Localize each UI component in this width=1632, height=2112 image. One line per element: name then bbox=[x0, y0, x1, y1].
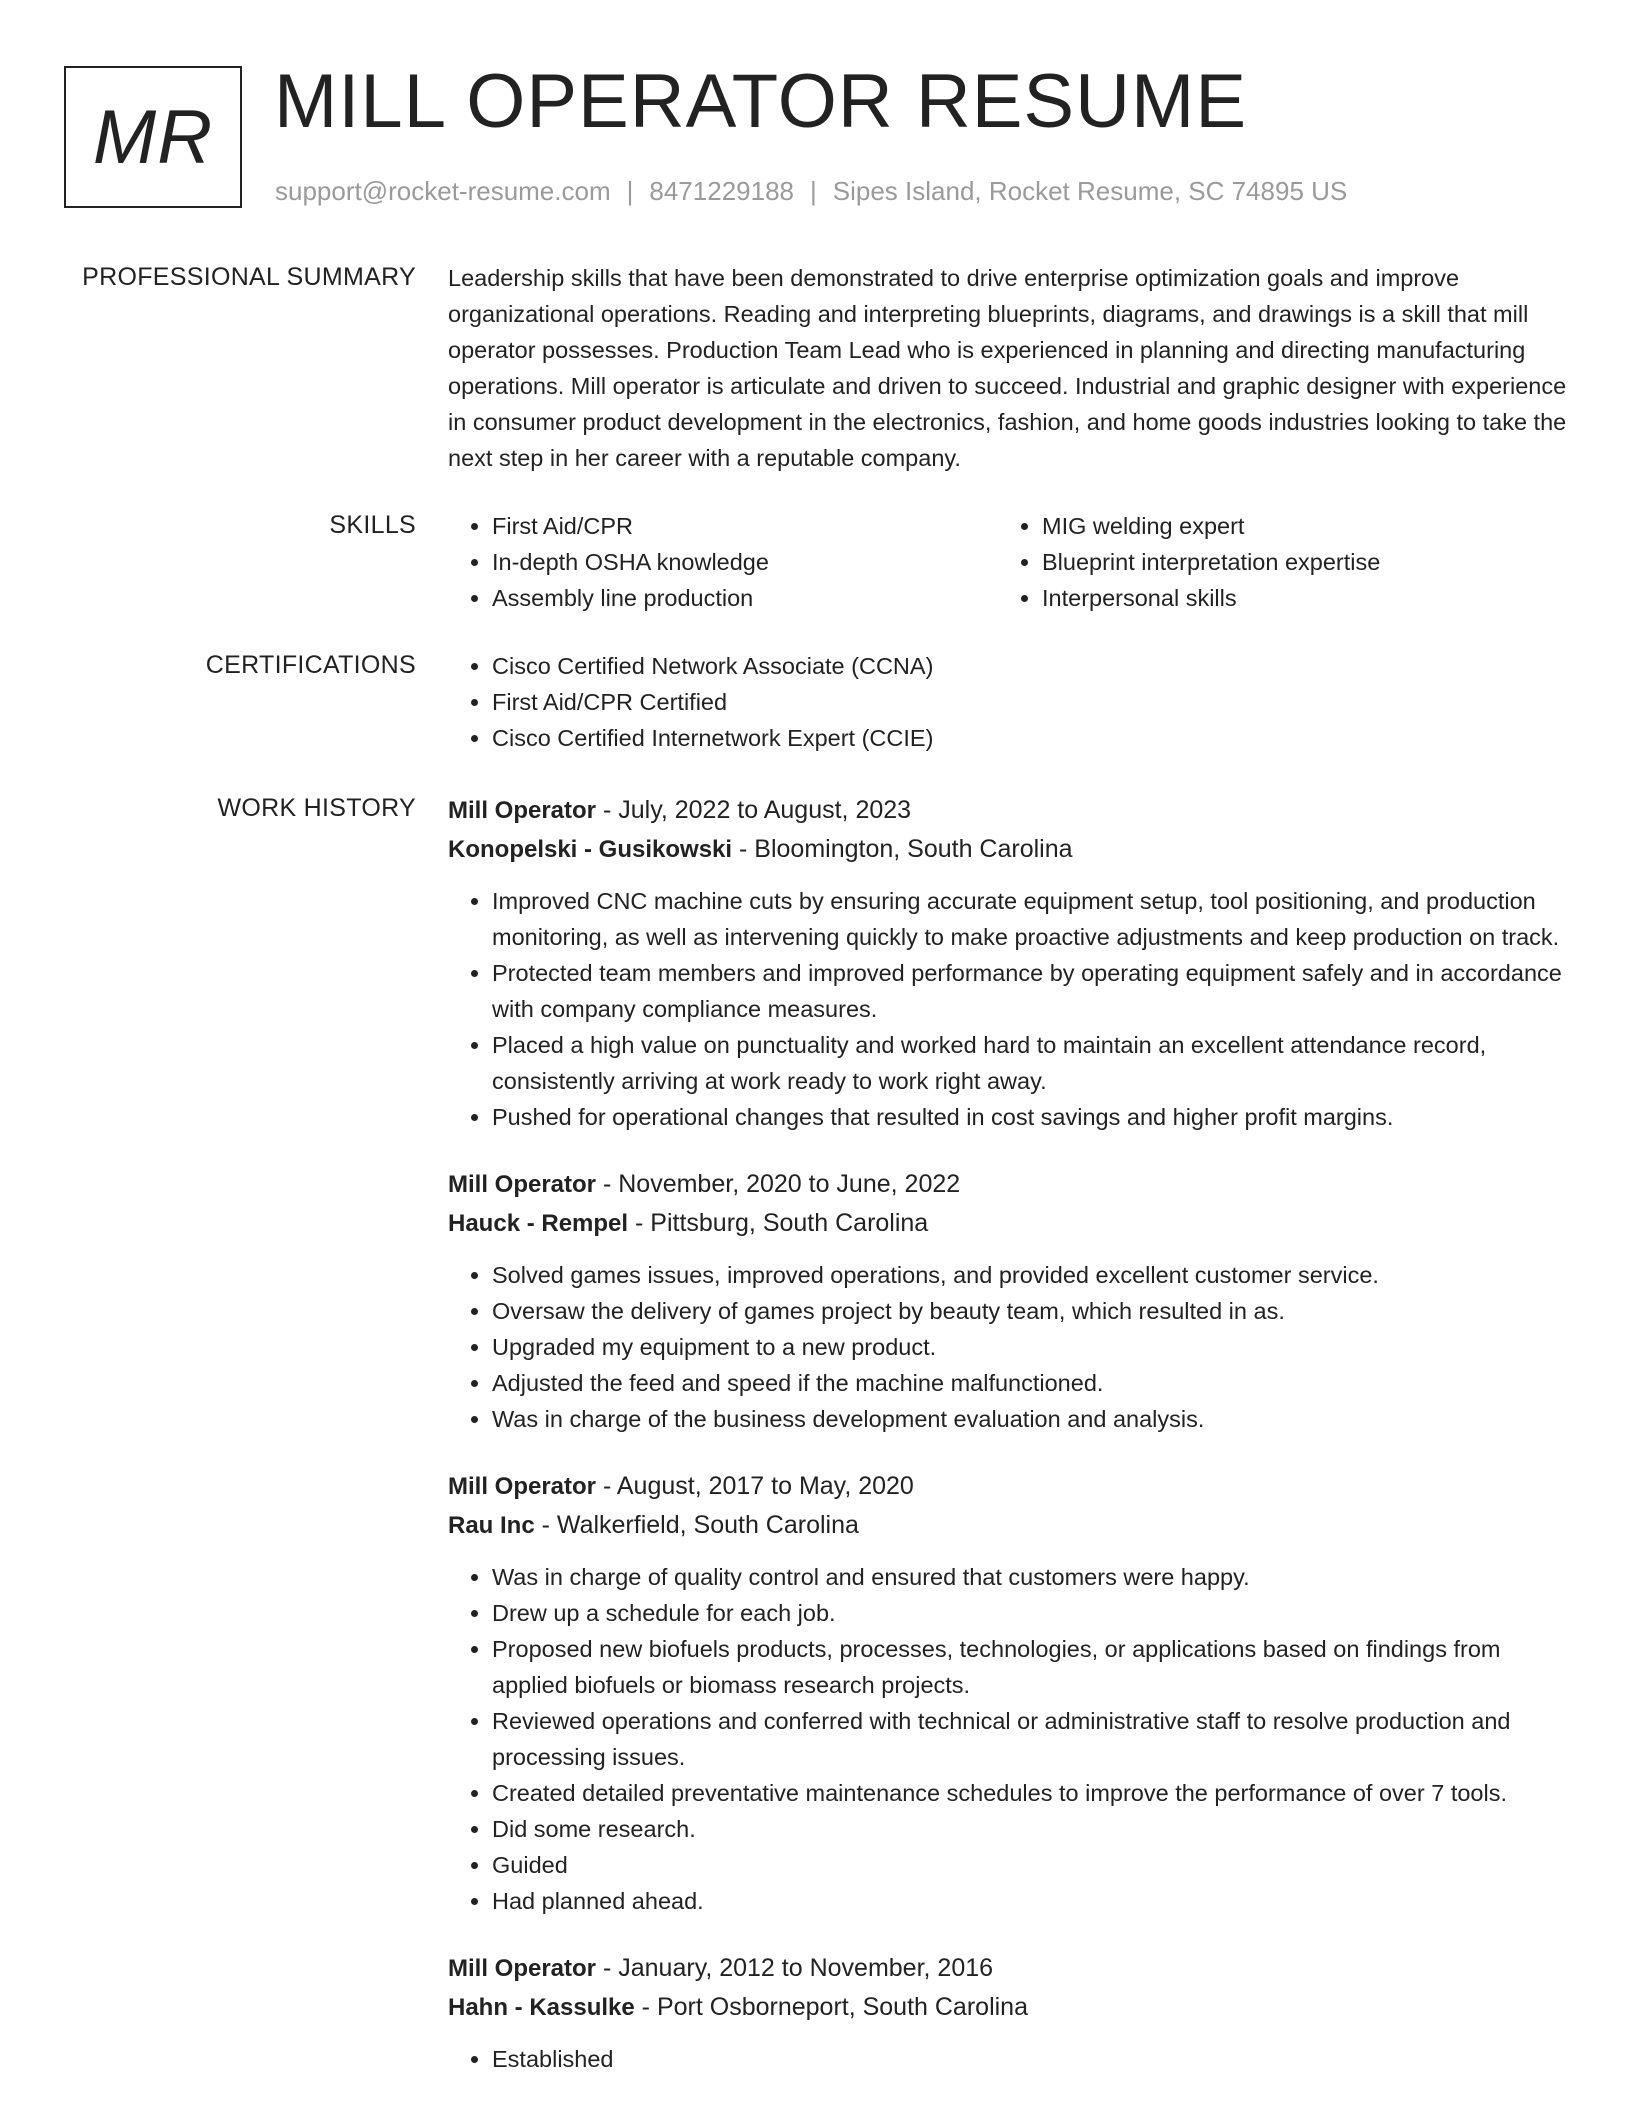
job-bullet: • Adjusted the feed and speed if the machine malfunctioned. bbox=[492, 1365, 1568, 1401]
job-entry bbox=[448, 1467, 1568, 1919]
job-bullet: • Had planned ahead. bbox=[492, 1883, 1568, 1919]
job-title-line bbox=[448, 791, 1568, 830]
summary-label: PROFESSIONAL SUMMARY bbox=[82, 263, 416, 291]
contact-line bbox=[275, 174, 1347, 208]
job-bullet: • Drew up a schedule for each job. bbox=[492, 1595, 1568, 1631]
job-location: - Bloomington, South Carolina bbox=[732, 835, 1073, 863]
job-bullet: • Proposed new biofuels products, processes, technologies, or applications based on findings from applied biofuels or biomass research projects. bbox=[492, 1631, 1568, 1703]
skills-list-left bbox=[448, 508, 998, 616]
job-company: Hauck - Rempel bbox=[448, 1210, 629, 1237]
job-company-line bbox=[448, 830, 1568, 869]
job-entry bbox=[448, 791, 1568, 1135]
contact-separator: | bbox=[810, 176, 817, 206]
job-dates: - August, 2017 to May, 2020 bbox=[596, 1472, 914, 1500]
work-history-label: WORK HISTORY bbox=[217, 794, 416, 822]
job-company: Hahn - Kassulke bbox=[448, 1994, 635, 2021]
job-title: Mill Operator bbox=[448, 1955, 597, 1982]
job-bullet: • Guided bbox=[492, 1847, 1568, 1883]
job-title: Mill Operator bbox=[448, 1473, 597, 1500]
job-location: - Walkerfield, South Carolina bbox=[534, 1511, 859, 1539]
job-bullets bbox=[448, 883, 1568, 1135]
certification-item: • Cisco Certified Internetwork Expert (CCIE) bbox=[492, 720, 1568, 756]
job-entry bbox=[448, 1165, 1568, 1437]
job-bullet: • Was in charge of quality control and ensured that customers were happy. bbox=[492, 1559, 1568, 1595]
job-bullet: • Established bbox=[492, 2041, 1568, 2077]
skills-list-right bbox=[998, 508, 1548, 616]
job-dates: - July, 2022 to August, 2023 bbox=[596, 796, 912, 824]
job-title-line bbox=[448, 1949, 1568, 1988]
contact-separator: | bbox=[626, 176, 634, 206]
job-bullet: • Placed a high value on punctuality and worked hard to maintain an excellent attendance record, consistently arriving at work ready to work right away. bbox=[492, 1027, 1568, 1099]
certification-item: • First Aid/CPR Certified bbox=[492, 684, 1568, 720]
job-location: - Pittsburg, South Carolina bbox=[628, 1209, 929, 1237]
skills-body bbox=[448, 508, 1568, 616]
job-company-line bbox=[448, 1204, 1568, 1243]
job-bullet: • Did some research. bbox=[492, 1811, 1568, 1847]
monogram-box bbox=[64, 66, 242, 208]
job-company-line bbox=[448, 1506, 1568, 1545]
monogram-initials: MR bbox=[92, 94, 214, 180]
job-bullet: • Pushed for operational changes that resulted in cost savings and higher profit margins. bbox=[492, 1099, 1568, 1135]
certifications-body bbox=[448, 648, 1568, 756]
job-bullet: • Reviewed operations and conferred with technical or administrative staff to resolve production and processing issues. bbox=[492, 1703, 1568, 1775]
job-bullet: • Created detailed preventative maintenance schedules to improve the performance of over 7 tools. bbox=[492, 1775, 1568, 1811]
job-bullet: • Improved CNC machine cuts by ensuring accurate equipment setup, tool positioning, and production monitoring, as well as intervening quickly to make proactive adjustments and keep production on track. bbox=[492, 883, 1568, 955]
job-company: Konopelski - Gusikowski bbox=[448, 836, 733, 863]
job-bullets bbox=[448, 2041, 1568, 2077]
summary-text: Leadership skills that have been demonstrated to drive enterprise optimization goals and improve organizational operations. Reading and interpreting blueprints, diagrams, and drawings is a skill that mill operator possesses. Production Team Lead who is experienced in planning and directing manufacturing operations. Mill operator is articulate and driven to succeed. Industrial and graphic designer with experience in consumer product development in the electronics, fashion, and home goods industries looking to take the next step in her career with a reputable company. bbox=[448, 265, 1567, 471]
job-bullet: • Protected team members and improved performance by operating equipment safely and in accordance with company compliance measures. bbox=[492, 955, 1568, 1027]
skills-label: SKILLS bbox=[329, 511, 416, 539]
job-dates: - November, 2020 to June, 2022 bbox=[596, 1170, 961, 1198]
job-bullet: • Was in charge of the business development evaluation and analysis. bbox=[492, 1401, 1568, 1437]
job-title: Mill Operator bbox=[448, 1171, 597, 1198]
skill-item: • Assembly line production bbox=[492, 580, 998, 616]
work-history-body bbox=[448, 791, 1568, 2077]
job-bullets bbox=[448, 1257, 1568, 1437]
skill-item: • Blueprint interpretation expertise bbox=[1042, 544, 1548, 580]
job-company-line bbox=[448, 1988, 1568, 2027]
summary-body bbox=[448, 260, 1568, 476]
job-location: - Port Osborneport, South Carolina bbox=[634, 1993, 1028, 2021]
job-company: Rau Inc bbox=[448, 1512, 535, 1539]
skill-item: • Interpersonal skills bbox=[1042, 580, 1548, 616]
job-dates: - January, 2012 to November, 2016 bbox=[596, 1954, 994, 1982]
skill-item: • First Aid/CPR bbox=[492, 508, 998, 544]
job-entry bbox=[448, 1949, 1568, 2077]
certification-item: • Cisco Certified Network Associate (CCNA) bbox=[492, 648, 1568, 684]
certifications-label: CERTIFICATIONS bbox=[205, 651, 416, 679]
skill-item: • In-depth OSHA knowledge bbox=[492, 544, 998, 580]
contact-email: support@rocket-resume.com bbox=[275, 176, 611, 206]
skill-item: • MIG welding expert bbox=[1042, 508, 1548, 544]
certifications-list bbox=[448, 648, 1568, 756]
job-bullets bbox=[448, 1559, 1568, 1919]
job-title-line bbox=[448, 1165, 1568, 1204]
job-bullet: • Oversaw the delivery of games project by beauty team, which resulted in as. bbox=[492, 1293, 1568, 1329]
job-title: Mill Operator bbox=[448, 797, 597, 824]
resume-title: MILL OPERATOR RESUME bbox=[274, 59, 1248, 144]
job-bullet: • Upgraded my equipment to a new product. bbox=[492, 1329, 1568, 1365]
job-bullet: • Solved games issues, improved operations, and provided excellent customer service. bbox=[492, 1257, 1568, 1293]
contact-phone: 8471229188 bbox=[649, 176, 794, 206]
job-title-line bbox=[448, 1467, 1568, 1506]
contact-address: Sipes Island, Rocket Resume, SC 74895 US bbox=[832, 176, 1348, 206]
